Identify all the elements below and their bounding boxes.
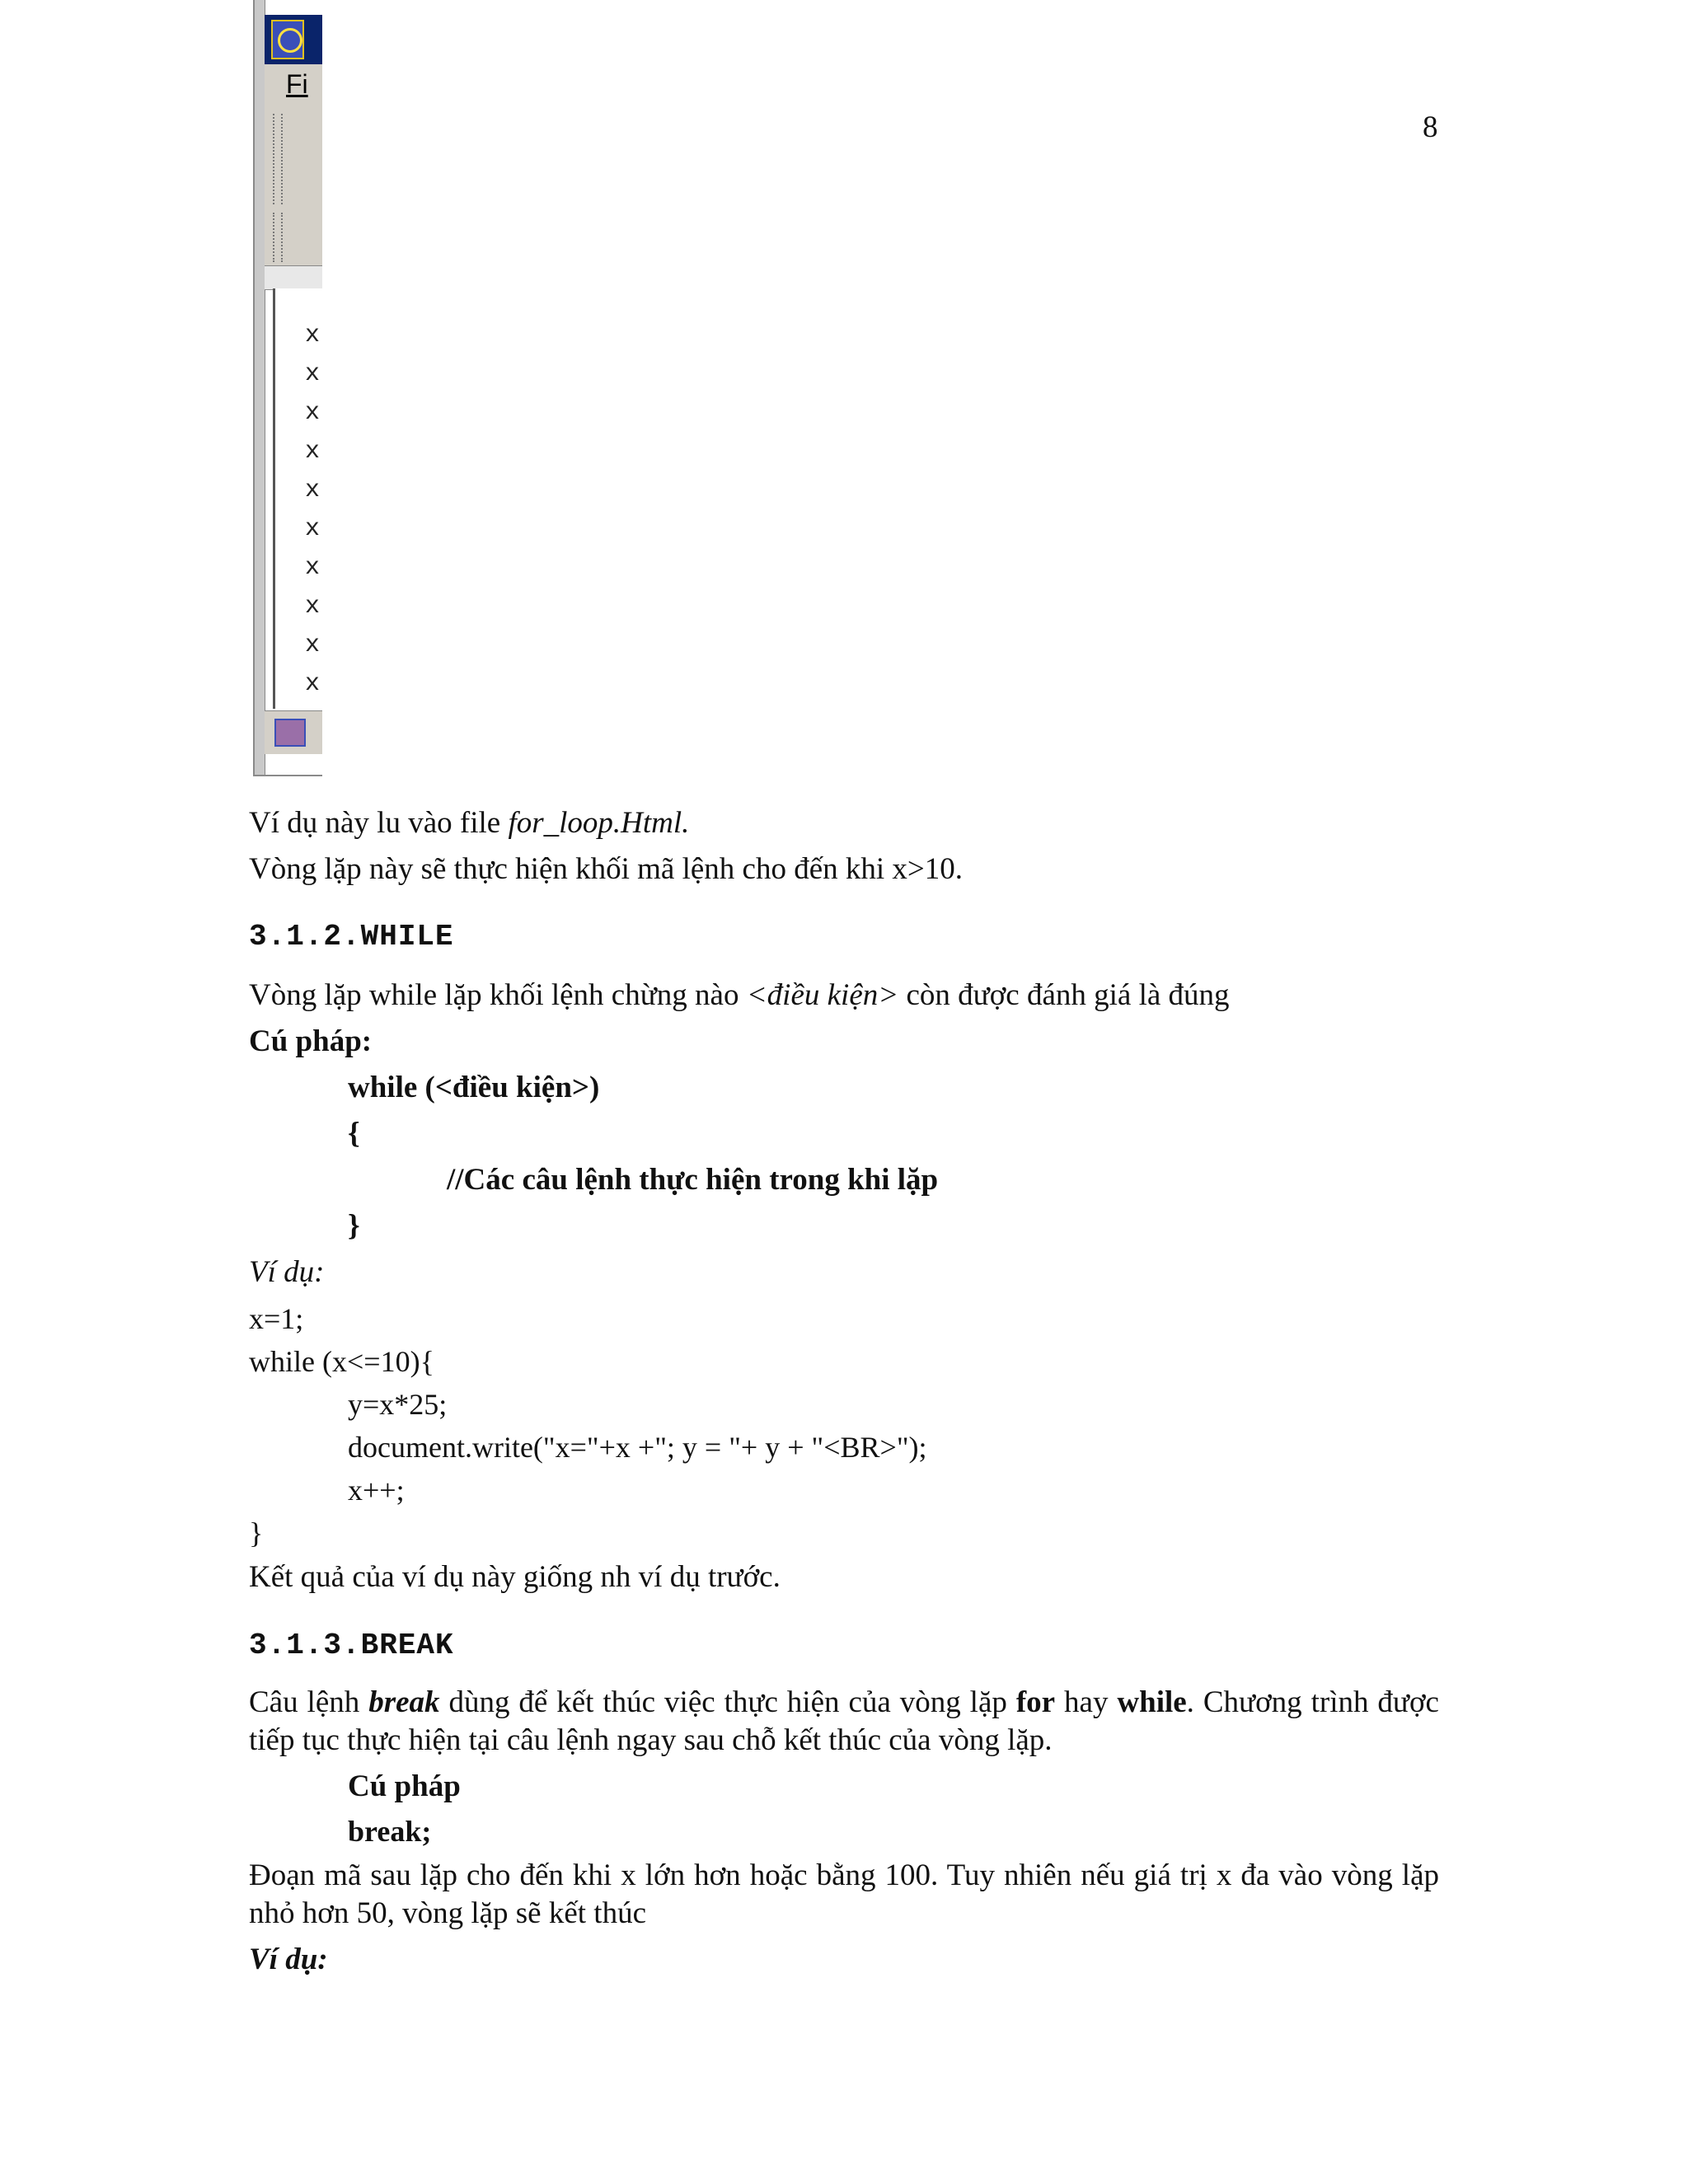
- intro-line-1: [249, 805, 689, 841]
- keyword-for: for: [1015, 1685, 1056, 1719]
- browser-screenshot: [253, 0, 322, 776]
- code-line: while (x<=10){: [249, 1345, 434, 1378]
- intro-text: Ví dụ này lu vào file: [249, 806, 509, 840]
- break-paragraph-1: [249, 1684, 1439, 1760]
- code-line: document.write("x="+x +"; y = "+ y + "<BR>");: [348, 1431, 927, 1464]
- p1-text: dùng để kết thúc việc thực hiện của vòng lặp: [439, 1685, 1016, 1719]
- browser-app-icon: [271, 20, 304, 59]
- keyword-break: break: [368, 1685, 440, 1719]
- page-number: 8: [1423, 110, 1438, 144]
- code-line: y=x*25;: [348, 1388, 448, 1421]
- break-paragraph-2: Đoạn mã sau lặp cho đến khi x lớn hơn hoặc bằng 100. Tuy nhiên nếu giá trị x đa vào vòng lặp nhỏ hơn 50, vòng lặp sẽ kết thúc: [249, 1858, 1439, 1930]
- code-line: }: [249, 1516, 264, 1549]
- break-syntax-label: Cú pháp: [348, 1769, 461, 1803]
- code-line: x=1;: [249, 1302, 304, 1335]
- p1-text: . Chương trình được tiếp tục thực hiện tại câu lệnh ngay sau chỗ kết thúc của vòng lặp.: [249, 1685, 1439, 1757]
- break-example-label: Ví dụ:: [249, 1943, 328, 1976]
- desc-text-end: còn được đánh giá là đúng: [898, 978, 1230, 1012]
- keyword-while: while: [1117, 1685, 1187, 1719]
- while-description: [249, 977, 1230, 1014]
- output-row: x: [305, 593, 321, 621]
- code-line: x++;: [348, 1474, 405, 1507]
- syntax-line: //Các câu lệnh thực hiện trong khi lặp: [447, 1163, 939, 1197]
- output-row: x: [305, 399, 321, 427]
- syntax-line: {: [348, 1117, 360, 1151]
- toolbar-grip[interactable]: [273, 114, 283, 204]
- desc-condition: <điều kiện>: [746, 978, 899, 1012]
- status-zone-icon: [274, 719, 306, 747]
- p1-text: Câu lệnh: [249, 1685, 369, 1719]
- syntax-line: }: [348, 1209, 360, 1243]
- section-heading-while: 3.1.2.WHILE: [249, 920, 454, 954]
- example-label: Ví dụ:: [249, 1255, 325, 1289]
- output-row: x: [305, 631, 321, 659]
- toolbar-grip[interactable]: [273, 213, 283, 262]
- output-row: x: [305, 554, 321, 582]
- output-row: x: [305, 476, 321, 504]
- syntax-line: while (<điều kiện>): [348, 1071, 600, 1104]
- desc-text: Vòng lặp while lặp khối lệnh chừng nào: [249, 978, 747, 1012]
- output-row: x: [305, 670, 321, 698]
- while-result: Kết quả của ví dụ này giống nh ví dụ trước.: [249, 1560, 781, 1594]
- syntax-label: Cú pháp:: [249, 1024, 373, 1058]
- section-heading-break: 3.1.3.BREAK: [249, 1629, 454, 1662]
- output-row: x: [305, 360, 321, 388]
- filename: for_loop.Html.: [508, 806, 690, 840]
- break-syntax-code: break;: [348, 1815, 432, 1848]
- intro-line-2: Vòng lặp này sẽ thực hiện khối mã lệnh cho đến khi x>10.: [249, 852, 964, 886]
- address-bar[interactable]: [265, 265, 322, 290]
- output-row: x: [305, 321, 321, 349]
- output-row: x: [305, 515, 321, 543]
- menu-file[interactable]: Fi: [286, 69, 308, 99]
- p1-text: hay: [1055, 1685, 1118, 1719]
- output-row: x: [305, 438, 321, 466]
